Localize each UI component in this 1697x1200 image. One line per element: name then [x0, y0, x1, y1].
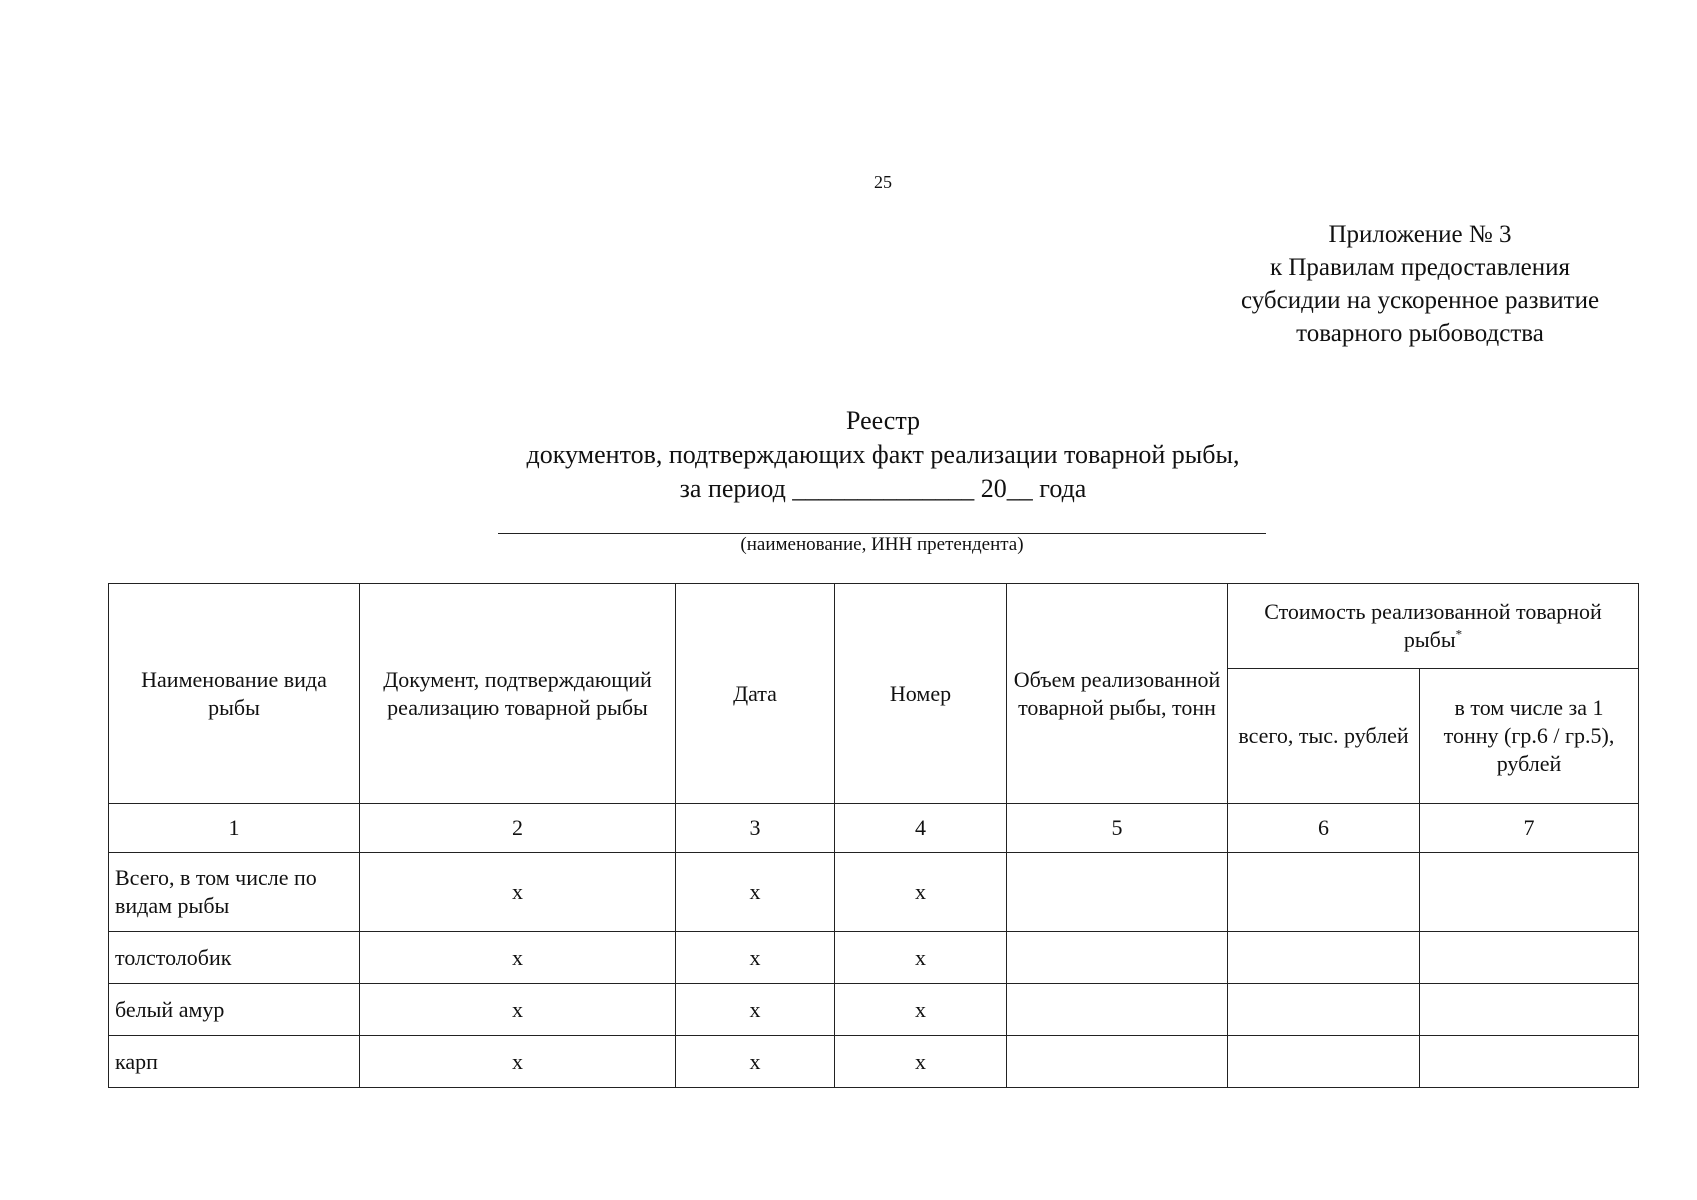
fish-type-cell: Всего, в том числе по видам рыбы: [109, 853, 360, 932]
date-cell: x: [676, 932, 835, 984]
appendix-header: [1200, 218, 1640, 350]
title-line-1: Реестр: [845, 406, 921, 435]
appendix-line-4: товарного рыбоводства: [1296, 320, 1544, 347]
fish-type-cell: белый амур: [109, 984, 360, 1036]
title-line-2: документов, подтверждающих факт реализации товарной рыбы,: [526, 440, 1240, 469]
header-cost-total: всего, тыс. рублей: [1228, 669, 1420, 804]
footnote-mark: *: [1455, 626, 1463, 642]
column-number: 5: [1007, 804, 1228, 853]
header-cost-group: [1228, 584, 1639, 669]
cost-total-cell[interactable]: [1228, 932, 1420, 984]
number-cell: x: [835, 853, 1007, 932]
title-line-3: за период ______________ 20__ года: [679, 474, 1087, 503]
header-number: Номер: [835, 584, 1007, 804]
appendix-line-2: к Правилам предоставления: [1269, 254, 1571, 281]
column-number: 1: [109, 804, 360, 853]
number-cell: x: [835, 1036, 1007, 1088]
number-cell: x: [835, 984, 1007, 1036]
header-cost-group-label: Стоимость реализованной товарной рыбы: [1264, 599, 1602, 652]
table-row: [109, 932, 1639, 984]
table-row: [109, 1036, 1639, 1088]
cost-total-cell[interactable]: [1228, 1036, 1420, 1088]
registry-table: [108, 583, 1639, 1088]
cost-total-cell[interactable]: [1228, 984, 1420, 1036]
table-row-total: [109, 853, 1639, 932]
header-fish-type: Наименование вида рыбы: [109, 584, 360, 804]
volume-cell[interactable]: [1007, 984, 1228, 1036]
cost-total-cell[interactable]: [1228, 853, 1420, 932]
column-number: 3: [676, 804, 835, 853]
date-cell: x: [676, 853, 835, 932]
column-number: 2: [360, 804, 676, 853]
table-row: [109, 984, 1639, 1036]
appendix-line-1: Приложение № 3: [1328, 221, 1512, 248]
cost-per-ton-cell[interactable]: [1420, 853, 1639, 932]
cost-per-ton-cell[interactable]: [1420, 984, 1639, 1036]
document-cell: x: [360, 1036, 676, 1088]
applicant-caption: (наименование, ИНН претендента): [740, 534, 1024, 555]
column-number: 7: [1420, 804, 1639, 853]
header-date: Дата: [676, 584, 835, 804]
page-number: 25: [874, 172, 892, 192]
fish-type-cell: карп: [109, 1036, 360, 1088]
header-cost-per-ton: в том числе за 1 тонну (гр.6 / гр.5), рублей: [1420, 669, 1639, 804]
cost-per-ton-cell[interactable]: [1420, 932, 1639, 984]
number-cell: x: [835, 932, 1007, 984]
document-cell: x: [360, 932, 676, 984]
volume-cell[interactable]: [1007, 853, 1228, 932]
column-number-row: [109, 804, 1639, 853]
fish-type-cell: толстолобик: [109, 932, 360, 984]
column-number: 6: [1228, 804, 1420, 853]
cost-per-ton-cell[interactable]: [1420, 1036, 1639, 1088]
appendix-line-3: субсидии на ускоренное развитие: [1240, 287, 1600, 314]
volume-cell[interactable]: [1007, 1036, 1228, 1088]
header-document: Документ, подтверждающий реализацию товарной рыбы: [360, 584, 676, 804]
header-volume: Объем реализованной товарной рыбы, тонн: [1007, 584, 1228, 804]
document-title: [0, 404, 1697, 506]
date-cell: x: [676, 984, 835, 1036]
document-cell: x: [360, 853, 676, 932]
column-number: 4: [835, 804, 1007, 853]
date-cell: x: [676, 1036, 835, 1088]
volume-cell[interactable]: [1007, 932, 1228, 984]
document-cell: x: [360, 984, 676, 1036]
